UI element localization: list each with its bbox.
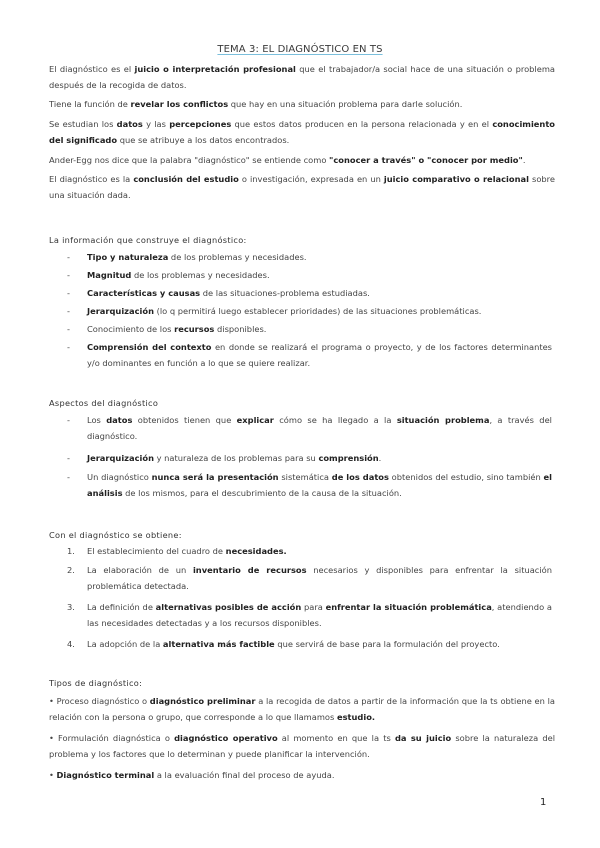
list-item: Magnitud de los problemas y necesidades. [87, 270, 270, 280]
list-number: 1. [67, 546, 75, 556]
tipo-diagnostico-operativo: • Formulación diagnóstica o diagnóstico operativo al momento en que la ts da su juicio sobre la naturaleza del problema y los factores que lo determinan y puede planificar la intervención. [49, 733, 556, 759]
intro-paragraph-5: El diagnóstico es la conclusión del estudio o investigación, expresada en un juicio comparativo o relacional sobre una situación dada. [49, 174, 555, 200]
list-item: Jerarquización (lo q permitirá luego establecer prioridades) de las situaciones problemáticas. [87, 306, 482, 316]
list-number: 4. [67, 639, 75, 649]
bullet-dash: - [67, 270, 70, 280]
tipo-diagnostico-terminal: • Diagnóstico terminal a la evaluación final del proceso de ayuda. [49, 770, 335, 780]
bullet-dash: - [67, 453, 70, 463]
section-heading-informacion: La información que construye el diagnóstico: [49, 235, 247, 245]
list-item: Conocimiento de los recursos disponibles. [87, 324, 267, 334]
bullet-dash: - [67, 324, 70, 334]
section-heading-aspectos: Aspectos del diagnóstico [49, 398, 159, 408]
list-item: Un diagnóstico nunca será la presentación sistemática de los datos obtenidos del estudio, sino también el análisis de los mismos, para el descubrimiento de la causa de la situación. [87, 472, 553, 498]
list-item: Jerarquización y naturaleza de los problemas para su comprensión. [87, 453, 382, 463]
list-item: Los datos obtenidos tienen que explicar cómo se ha llegado a la situación problema, a través del diagnóstico. [87, 415, 552, 441]
bullet-dash: - [67, 252, 70, 262]
section-heading-se-obtiene: Con el diagnóstico se obtiene: [49, 530, 182, 540]
intro-paragraph-4: Ander-Egg nos dice que la palabra "diagnóstico" se entiende como "conocer a través" o "conocer por medio". [49, 155, 526, 165]
bullet-dash: - [67, 288, 70, 298]
list-item: La definición de alternativas posibles de acción para enfrentar la situación problemática, atendiendo a las necesidades detectadas y a los recursos disponibles. [87, 602, 552, 628]
list-item: El establecimiento del cuadro de necesidades. [87, 546, 287, 556]
bullet-dash: - [67, 306, 70, 316]
bullet-dash: - [67, 342, 70, 352]
tipo-diagnostico-preliminar: • Proceso diagnóstico o diagnóstico preliminar a la recogida de datos a partir de la información que la ts obtiene en la relación con la persona o grupo, que corresponde a lo que llamamos estudio. [49, 696, 555, 722]
intro-paragraph-3: Se estudian los datos y las percepciones que estos datos producen en la persona relacionada y en el conocimiento del significado que se atribuye a los datos encontrados. [49, 119, 555, 145]
list-item: La elaboración de un inventario de recursos necesarios y disponibles para enfrentar la situación problemática detectada. [87, 565, 552, 591]
list-item: Tipo y naturaleza de los problemas y necesidades. [87, 252, 307, 262]
page-number: 1 [540, 797, 547, 808]
intro-paragraph-2: Tiene la función de revelar los conflictos que hay en una situación problema para darle solución. [49, 99, 463, 109]
intro-paragraph-1: El diagnóstico es el juicio o interpretación profesional que el trabajador/a social hace de una situación o problema después de la recogida de datos. [49, 64, 555, 90]
bullet-dash: - [67, 415, 70, 425]
section-heading-tipos: Tipos de diagnóstico: [49, 678, 143, 688]
bullet-dash: - [67, 472, 70, 482]
list-item: La adopción de la alternativa más factible que servirá de base para la formulación del proyecto. [87, 639, 500, 649]
list-number: 3. [67, 602, 75, 612]
list-number: 2. [67, 565, 75, 575]
list-item: Comprensión del contexto en donde se realizará el programa o proyecto, y de los factores determinantes y/o dominantes en función a lo que se quiere realizar. [87, 342, 553, 368]
list-item: Características y causas de las situaciones-problema estudiadas. [87, 288, 370, 298]
page-title: TEMA 3: EL DIAGNÓSTICO EN TS [217, 44, 383, 55]
